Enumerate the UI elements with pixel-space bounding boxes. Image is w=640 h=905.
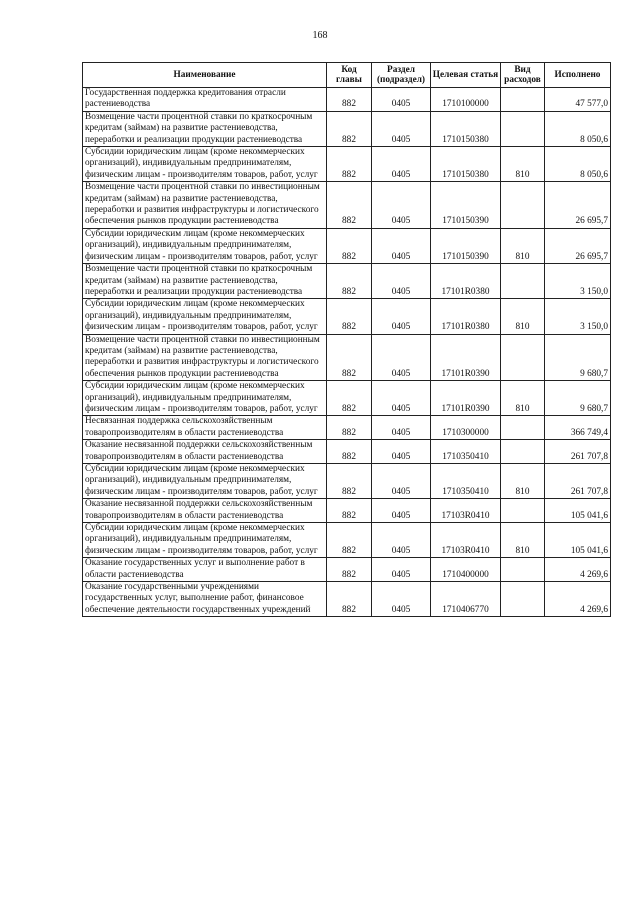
row-name: Оказание государственными учреждениями государственных услуг, выполнение работ, финансовое обеспечение деятельности государственных учреждений [83,582,327,617]
row-executed: 3 150,0 [545,299,611,334]
table-row [83,111,611,146]
row-target: 1710150390 [431,228,501,263]
row-code: 882 [327,182,372,229]
row-code: 882 [327,558,372,582]
row-type: 810 [501,299,545,334]
row-executed: 261 707,8 [545,464,611,499]
row-section: 0405 [372,147,431,182]
row-type: 810 [501,464,545,499]
row-section: 0405 [372,499,431,523]
row-section: 0405 [372,416,431,440]
row-name: Субсидии юридическим лицам (кроме некоммерческих организаций), индивидуальным предпринимателям, физическим лицам - производителям товаров, работ, услуг [83,464,327,499]
row-section: 0405 [372,111,431,146]
row-executed: 47 577,0 [545,88,611,112]
row-code: 882 [327,464,372,499]
table-row [83,228,611,263]
row-type [501,264,545,299]
row-code: 882 [327,264,372,299]
row-code: 882 [327,111,372,146]
row-name: Оказание государственных услуг и выполнение работ в области растениеводства [83,558,327,582]
row-type: 810 [501,381,545,416]
header-section: Раздел (подраздел) [372,63,431,88]
row-name: Субсидии юридическим лицам (кроме некоммерческих организаций), индивидуальным предпринимателям, физическим лицам - производителям товаров, работ, услуг [83,381,327,416]
row-type: 810 [501,147,545,182]
row-target: 1710150380 [431,147,501,182]
row-executed: 26 695,7 [545,228,611,263]
header-executed: Исполнено [545,63,611,88]
row-executed: 9 680,7 [545,381,611,416]
row-section: 0405 [372,440,431,464]
row-code: 882 [327,334,372,381]
table-row [83,182,611,229]
row-type [501,182,545,229]
row-section: 0405 [372,299,431,334]
row-executed: 105 041,6 [545,499,611,523]
row-section: 0405 [372,464,431,499]
row-name: Оказание несвязанной поддержки сельскохозяйственным товаропроизводителям в области растениеводства [83,440,327,464]
row-type [501,499,545,523]
row-name: Возмещение части процентной ставки по краткосрочным кредитам (займам) на развитие растениеводства, переработки и реализации продукции растениеводства [83,111,327,146]
row-type [501,582,545,617]
header-name: Наименование [83,63,327,88]
row-target: 1710150380 [431,111,501,146]
row-name: Субсидии юридическим лицам (кроме некоммерческих организаций), индивидуальным предпринимателям, физическим лицам - производителям товаров, работ, услуг [83,523,327,558]
row-target: 17101R0390 [431,381,501,416]
row-section: 0405 [372,264,431,299]
table-row [83,499,611,523]
row-executed: 105 041,6 [545,523,611,558]
row-code: 882 [327,381,372,416]
table-row [83,582,611,617]
row-name: Государственная поддержка кредитования отрасли растениеводства [83,88,327,112]
row-code: 882 [327,88,372,112]
row-code: 882 [327,299,372,334]
row-executed: 366 749,4 [545,416,611,440]
row-target: 17101R0380 [431,264,501,299]
row-type [501,440,545,464]
row-code: 882 [327,147,372,182]
budget-table [82,62,611,617]
row-target: 1710406770 [431,582,501,617]
row-name: Возмещение части процентной ставки по инвестиционным кредитам (займам) на развитие растениеводства, переработки и развития инфраструктуры и логистического обеспечения рынков продукции растениеводства [83,334,327,381]
table-row [83,264,611,299]
row-name: Субсидии юридическим лицам (кроме некоммерческих организаций), индивидуальным предпринимателям, физическим лицам - производителям товаров, работ, услуг [83,228,327,263]
row-code: 882 [327,440,372,464]
row-type: 810 [501,228,545,263]
table-row [83,523,611,558]
row-section: 0405 [372,558,431,582]
row-name: Возмещение части процентной ставки по краткосрочным кредитам (займам) на развитие растениеводства, переработки и реализации продукции растениеводства [83,264,327,299]
row-executed: 8 050,6 [545,147,611,182]
row-code: 882 [327,582,372,617]
row-type [501,334,545,381]
row-target: 17103R0410 [431,523,501,558]
row-name: Несвязанная поддержка сельскохозяйственным товаропроизводителям в области растениеводства [83,416,327,440]
header-code: Код главы [327,63,372,88]
header-type: Вид расходов [501,63,545,88]
row-target: 1710400000 [431,558,501,582]
row-name: Возмещение части процентной ставки по инвестиционным кредитам (займам) на развитие растениеводства, переработки и развития инфраструктуры и логистического обеспечения рынков продукции растениеводства [83,182,327,229]
row-target: 1710350410 [431,440,501,464]
row-type [501,416,545,440]
row-section: 0405 [372,582,431,617]
row-name: Субсидии юридическим лицам (кроме некоммерческих организаций), индивидуальным предпринимателям, физическим лицам - производителям товаров, работ, услуг [83,299,327,334]
table-row [83,147,611,182]
table-row [83,464,611,499]
table-row [83,381,611,416]
row-executed: 4 269,6 [545,582,611,617]
row-target: 17103R0410 [431,499,501,523]
row-executed: 9 680,7 [545,334,611,381]
row-target: 1710100000 [431,88,501,112]
row-target: 1710300000 [431,416,501,440]
row-executed: 26 695,7 [545,182,611,229]
row-executed: 3 150,0 [545,264,611,299]
row-target: 17101R0380 [431,299,501,334]
row-section: 0405 [372,228,431,263]
row-type: 810 [501,523,545,558]
row-section: 0405 [372,381,431,416]
page-number: 168 [312,30,328,41]
row-target: 1710350410 [431,464,501,499]
row-section: 0405 [372,523,431,558]
row-name: Оказание несвязанной поддержки сельскохозяйственным товаропроизводителям в области растениеводства [83,499,327,523]
header-target: Целевая статья [431,63,501,88]
table-row [83,88,611,112]
row-code: 882 [327,523,372,558]
table-row [83,416,611,440]
row-section: 0405 [372,182,431,229]
row-code: 882 [327,416,372,440]
table-row [83,334,611,381]
row-section: 0405 [372,88,431,112]
row-type [501,88,545,112]
table-row [83,440,611,464]
row-target: 17101R0390 [431,334,501,381]
row-type [501,558,545,582]
row-executed: 261 707,8 [545,440,611,464]
row-code: 882 [327,228,372,263]
row-executed: 4 269,6 [545,558,611,582]
table-row [83,558,611,582]
row-name: Субсидии юридическим лицам (кроме некоммерческих организаций), индивидуальным предпринимателям, физическим лицам - производителям товаров, работ, услуг [83,147,327,182]
row-target: 1710150390 [431,182,501,229]
row-type [501,111,545,146]
row-executed: 8 050,6 [545,111,611,146]
table-row [83,299,611,334]
row-section: 0405 [372,334,431,381]
row-code: 882 [327,499,372,523]
table-header-row [83,63,611,88]
